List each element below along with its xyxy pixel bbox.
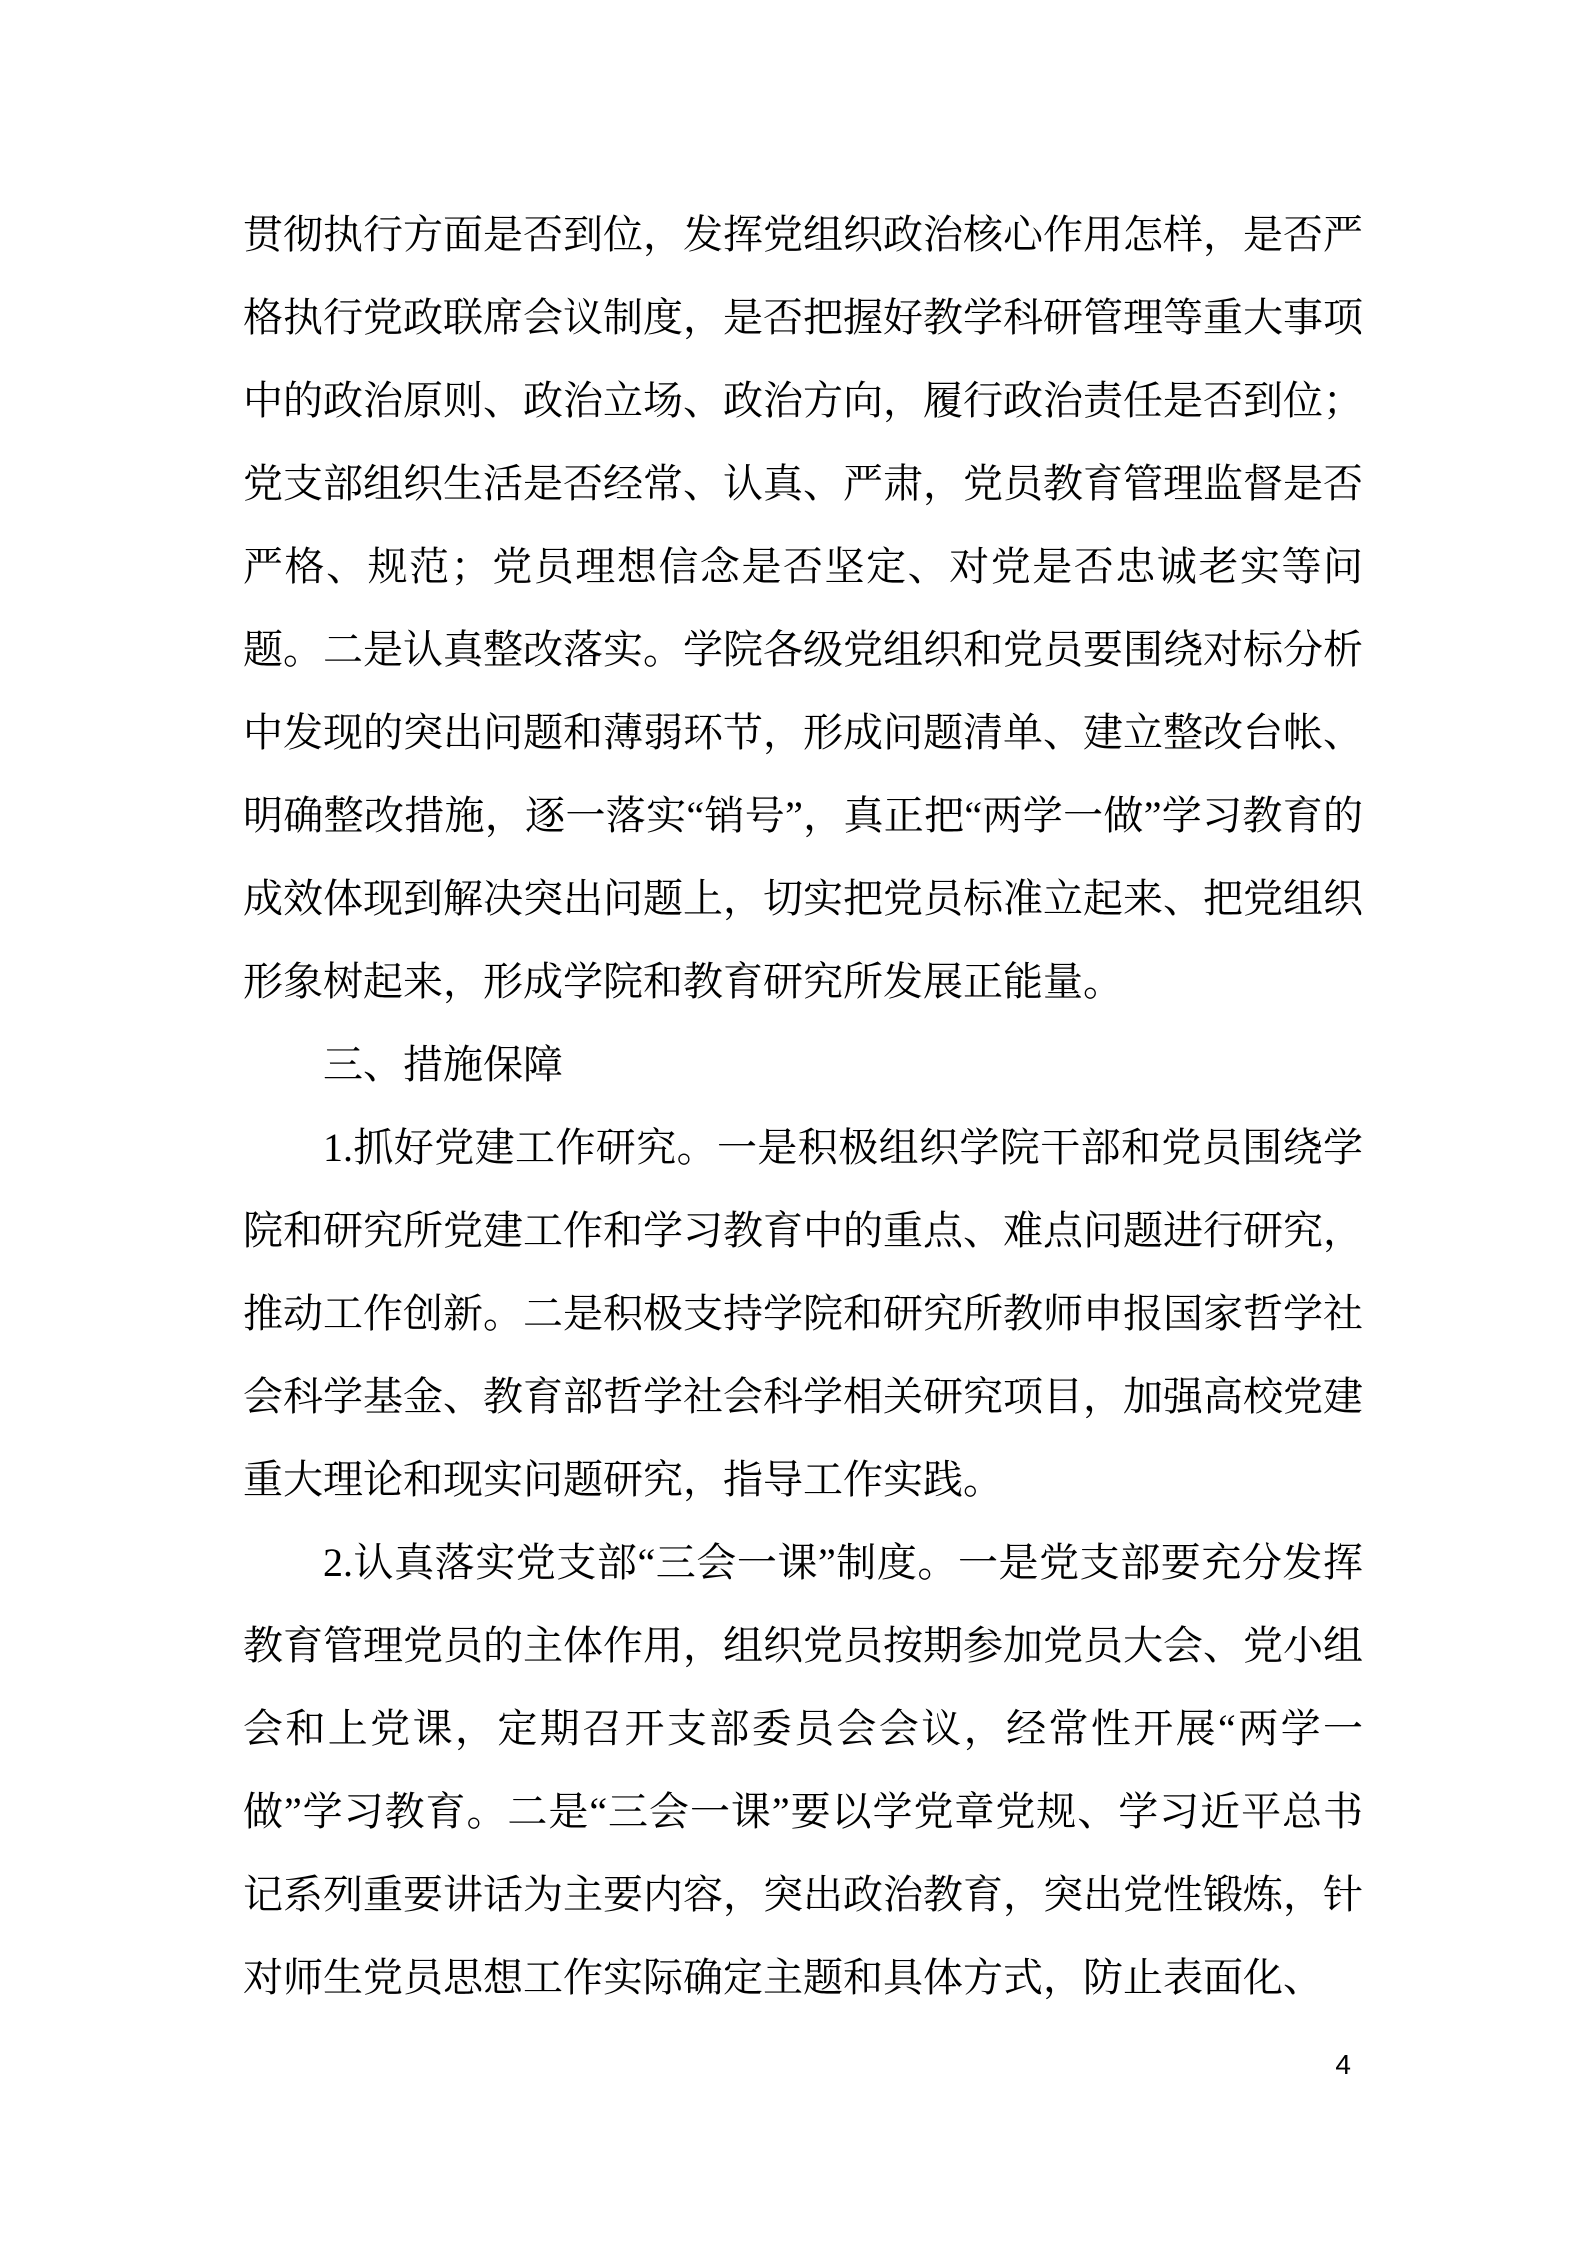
document-body <box>243 193 1363 2019</box>
paragraph-item-1: 1.抓好党建工作研究。一是积极组织学院干部和党员围绕学院和研究所党建工作和学习教育中的重点、难点问题进行研究，推动工作创新。二是积极支持学院和研究所教师申报国家哲学社会科学基金、教育部哲学社会科学相关研究项目，加强高校党建重大理论和现实问题研究，指导工作实践。 <box>243 1125 1363 1502</box>
paragraph-continuation: 贯彻执行方面是否到位，发挥党组织政治核心作用怎样，是否严格执行党政联席会议制度，是否把握好教学科研管理等重大事项中的政治原则、政治立场、政治方向，履行政治责任是否到位；党支部组织生活是否经常、认真、严肃，党员教育管理监督是否严格、规范；党员理想信念是否坚定、对党是否忠诚老实等问题。二是认真整改落实。学院各级党组织和党员要围绕对标分析中发现的突出问题和薄弱环节，形成问题清单、建立整改台帐、明确整改措施，逐一落实“销号”，真正把“两学一做”学习教育的成效体现到解决突出问题上，切实把党员标准立起来、把党组织形象树起来，形成学院和教育研究所发展正能量。 <box>243 212 1363 1004</box>
section-heading: 三、措施保障 <box>323 1042 563 1087</box>
paragraph-item-2: 2.认真落实党支部“三会一课”制度。一是党支部要充分发挥教育管理党员的主体作用，组织党员按期参加党员大会、党小组会和上党课，定期召开支部委员会会议，经常性开展“两学一做”学习教育。二是“三会一课”要以学党章党规、学习近平总书记系列重要讲话为主要内容，突出政治教育，突出党性锻炼，针对师生党员思想工作实际确定主题和具体方式，防止表面化、 <box>243 1540 1363 2000</box>
page-number: 4 <box>1335 2049 1351 2080</box>
page-footer <box>243 2050 1363 2080</box>
